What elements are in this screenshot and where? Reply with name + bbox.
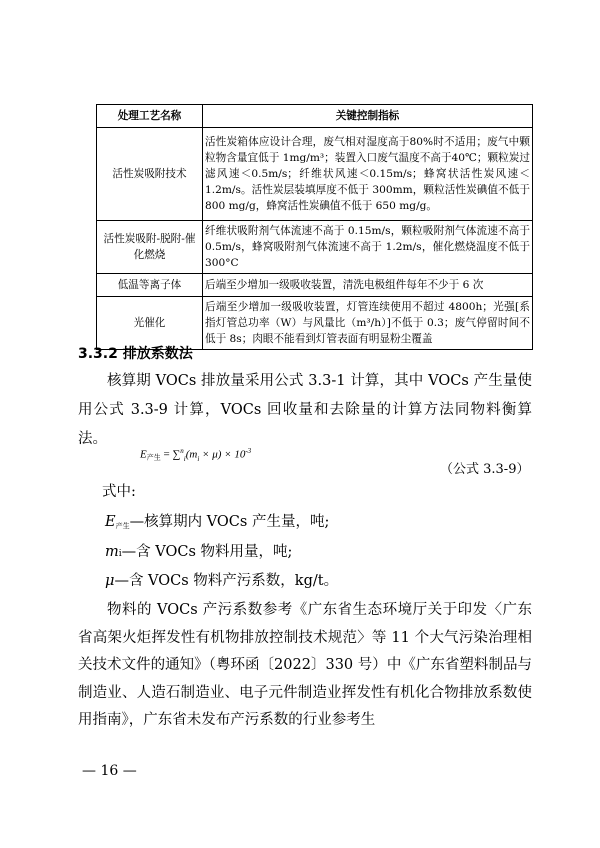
indicator-cell: 后端至少增加一级吸收装置，清洗电极组件每年不少于 6 次 xyxy=(203,274,533,297)
section-title: 排放系数法 xyxy=(122,346,193,362)
table-row xyxy=(97,128,533,221)
definition-symbol: μ xyxy=(105,573,115,589)
definition-symbol: m xyxy=(105,544,119,560)
paragraph-emission-coefficient-reference: 物料的 VOCs 产污系数参考《广东省生态环境厅关于印发〈广东省高架火炬挥发性有机物排放控制技术规范〉等 11 个大气污染治理相关技术文件的通知》（粤环函〔2022〕330 号）中《广东省塑料制品与制造业、人造石制造业、电子元件制造业挥发性有机化合物排放系数使用指南》，广东省未发布产污系数的行业参考生 xyxy=(78,602,532,728)
definition-symbol: E xyxy=(105,514,116,530)
formula-3-3-9 xyxy=(140,447,251,463)
formula-body: (m xyxy=(185,448,198,461)
formula-sum-sub: i xyxy=(183,454,186,463)
definition-m xyxy=(105,540,292,561)
formula-sum: = ∑ xyxy=(160,448,181,461)
process-name-cell: 活性炭吸附技术 xyxy=(97,128,203,221)
definition-e xyxy=(105,510,329,531)
definition-text: —含 VOCs 物料用量，吨; xyxy=(121,544,293,560)
definition-symbol-sub: i xyxy=(118,549,122,559)
process-name-cell: 低温等离子体 xyxy=(97,274,203,297)
control-indicator-table xyxy=(96,104,533,350)
definition-text: —核算期内 VOCs 产生量，吨; xyxy=(129,514,330,530)
formula-m-sub: i xyxy=(197,454,200,463)
header-key-indicator: 关键控制指标 xyxy=(203,105,533,128)
indicator-cell: 活性炭箱体应设计合理，废气相对湿度高于80%时不适用；废气中颗粒物含量宜低于 1mg/m³；装置入口废气温度不高于40℃；颗粒炭过滤风速＜0.5m/s；纤维状风速＜0.15m/s；蜂窝状活性炭风速＜1.2m/s。活性炭层装填厚度不低于 300mm，颗粒活性炭碘值不低于 800 mg/g，蜂窝活性炭碘值不低于 650 mg/g。 xyxy=(203,128,533,221)
formula-lhs: E xyxy=(140,448,147,461)
definition-text: —含 VOCs 物料产污系数，kg/t。 xyxy=(114,573,339,589)
formula-rest: × μ) × 10 xyxy=(199,448,246,461)
section-number: 3.3.2 xyxy=(78,346,118,362)
header-process-name: 处理工艺名称 xyxy=(97,105,203,128)
where-label: 式中: xyxy=(102,484,136,500)
table-header-row xyxy=(97,105,533,128)
indicator-cell: 后端至少增加一级吸收装置，灯管连续使用不超过 4800h；光强[系指灯管总功率（W）与风量比（m³/h）]不低于 0.3；废气停留时间不低于 8s；肉眼不能看到灯管表面有明显粉尘覆盖 xyxy=(203,297,533,350)
definition-mu xyxy=(105,569,338,590)
table-row xyxy=(97,297,533,350)
page-number: — 16 — xyxy=(82,763,137,779)
formula-lhs-sub: 产生 xyxy=(146,453,161,462)
formula-sum-sup: n xyxy=(180,447,184,455)
process-name-cell: 活性炭吸附-脱附-催化燃烧 xyxy=(97,221,203,274)
table-row xyxy=(97,221,533,274)
paragraph-calculation-method: 核算期 VOCs 排放量采用公式 3.3-1 计算，其中 VOCs 产生量使用公式 3.3-9 计算，VOCs 回收量和去除量的计算方法同物料衡算法。 xyxy=(78,373,532,447)
table-row xyxy=(97,274,533,297)
formula-exp: -3 xyxy=(245,447,252,455)
formula-label: （公式 3.3-9） xyxy=(440,462,530,477)
indicator-cell: 纤维状吸附剂气体流速不高于 0.15m/s，颗粒吸附剂气体流速不高于 0.5m/s，蜂窝吸附剂气体流速不高于 1.2m/s，催化燃烧温度不低于 300°C xyxy=(203,221,533,274)
definition-symbol-sub: 产生 xyxy=(115,522,130,530)
section-heading xyxy=(78,343,193,363)
process-name-cell: 光催化 xyxy=(97,297,203,350)
